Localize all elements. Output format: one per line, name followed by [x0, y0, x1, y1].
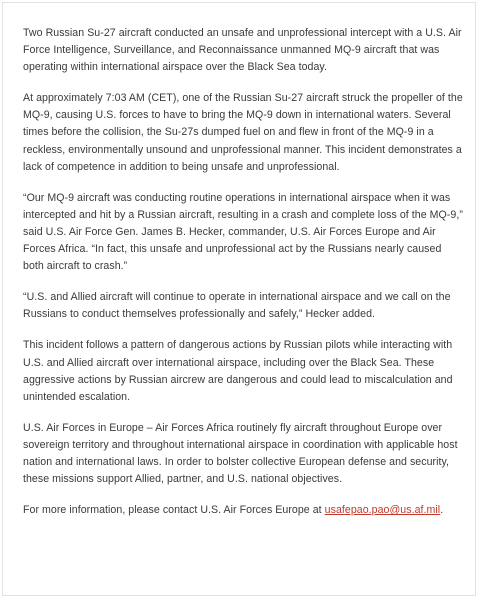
contact-text: For more information, please contact U.S. Air Forces Europe at — [23, 504, 325, 517]
paragraph-contact — [23, 502, 463, 519]
paragraph-hecker-added: “U.S. and Allied aircraft will continue to operate in international airspace and we call on the Russians to conduct themselves professionally and safely,” Hecker added. — [23, 291, 451, 321]
paragraph-hecker-quote: “Our MQ-9 aircraft was conducting routine operations in international airspace when it was intercepted and hit by a Russian aircraft, resulting in a crash and complete loss of the MQ-9,” said U.S. Air Force Gen. James B. Hecker, commander, U.S. Air Forces Europe and Air Forces Africa. “In fact, this unsafe and unprofessional act by the Russians nearly caused both aircraft to crash.” — [23, 191, 463, 273]
paragraph-intro: Two Russian Su-27 aircraft conducted an unsafe and unprofessional intercept with a U.S. Air Force Intelligence, Surveillance, and Reconnaissance unmanned MQ-9 aircraft that was operating within international airspace over the Black Sea today. — [23, 27, 462, 74]
press-release-body — [23, 25, 463, 533]
paragraph-missions: U.S. Air Forces in Europe – Air Forces Africa routinely fly aircraft throughout Europe over sovereign territory and throughout international airspace in coordination with applicable host nation and international laws. In order to bolster collective European defense and security, these missions support Allied, partner, and U.S. national objectives. — [23, 421, 458, 486]
paragraph-pattern: This incident follows a pattern of dangerous actions by Russian pilots while interacting with U.S. and Allied aircraft over international airspace, including over the Black Sea. These aggressive actions by Russian aircrew are dangerous and could lead to miscalculation and unintended escalation. — [23, 339, 453, 403]
paragraph-collision: At approximately 7:03 AM (CET), one of the Russian Su-27 aircraft struck the propeller of the MQ-9, causing U.S. forces to have to bring the MQ-9 down in international waters. Several times before the collision, the Su-27s dumped fuel on and flew in front of the MQ-9 in a reckless, environmentally unsound and unprofessional manner. This incident demonstrates a lack of competence in addition to being unsafe and unprofessional. — [23, 92, 463, 173]
article-frame — [2, 2, 476, 596]
contact-email-link[interactable]: usafepao.pao@us.af.mil — [324, 504, 441, 517]
contact-end: . — [440, 504, 444, 517]
